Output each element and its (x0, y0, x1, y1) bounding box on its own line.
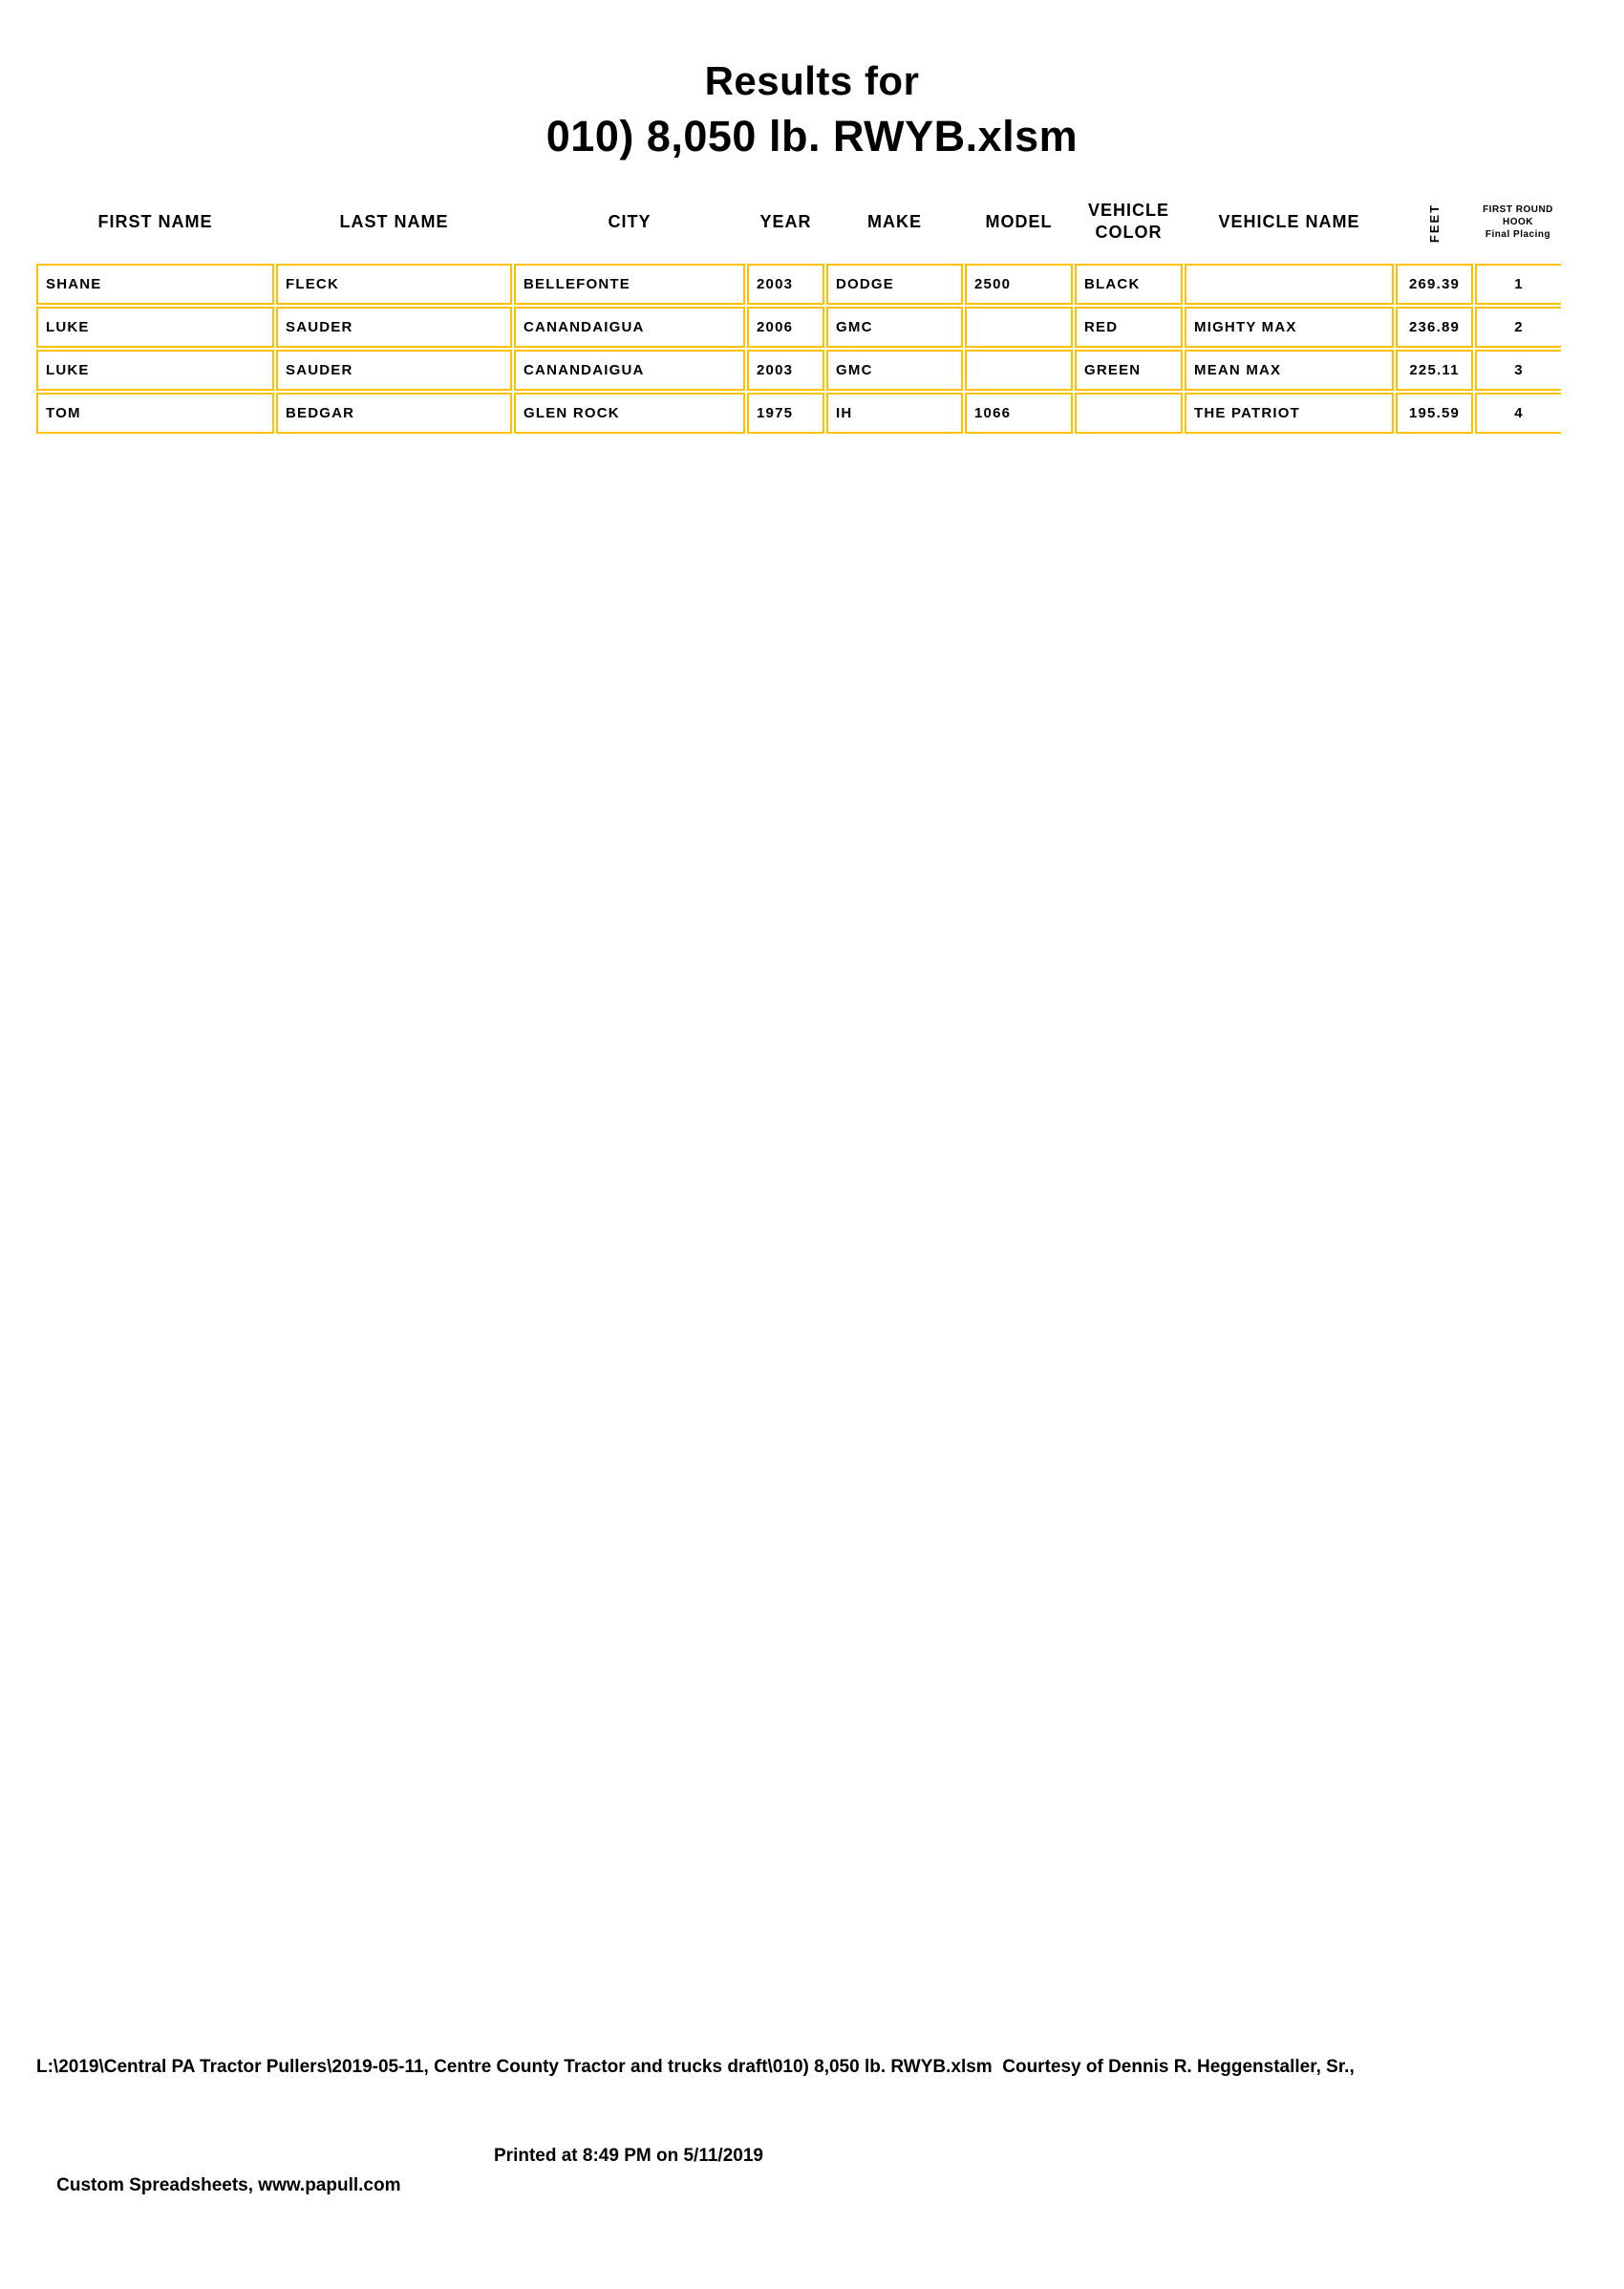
col-header-model: MODEL (965, 182, 1073, 262)
cell-feet: 225.11 (1396, 350, 1473, 391)
cell-make: DODGE (826, 264, 963, 305)
cell-last-name: BEDGAR (276, 393, 512, 434)
cell-model: 1066 (965, 393, 1073, 434)
col-header-vehicle-color (1075, 182, 1183, 262)
cell-vehicle-name: THE PATRIOT (1185, 393, 1394, 434)
cell-feet: 236.89 (1396, 307, 1473, 348)
col-header-feet (1396, 182, 1473, 262)
cell-placing: 4 (1475, 393, 1561, 434)
cell-city: BELLEFONTE (514, 264, 745, 305)
page-footer (36, 1993, 1603, 2289)
cell-year: 2003 (747, 350, 824, 391)
footer-spreadsheet-credit: Custom Spreadsheets, www.papull.com (56, 2175, 401, 2195)
cell-model (965, 307, 1073, 348)
cell-last-name: SAUDER (276, 307, 512, 348)
cell-placing: 3 (1475, 350, 1561, 391)
cell-vehicle-color: RED (1075, 307, 1183, 348)
cell-first-name: TOM (36, 393, 274, 434)
cell-city: GLEN ROCK (514, 393, 745, 434)
hook-header-line3: Final Placing (1485, 228, 1551, 240)
cell-placing: 1 (1475, 264, 1561, 305)
col-header-city: CITY (514, 182, 745, 262)
cell-vehicle-color: BLACK (1075, 264, 1183, 305)
cell-vehicle-name (1185, 264, 1394, 305)
col-header-year: YEAR (747, 182, 824, 262)
cell-model (965, 350, 1073, 391)
table-row (36, 393, 1561, 434)
report-title-line2: 010) 8,050 lb. RWYB.xlsm (545, 112, 1079, 160)
table-row (36, 264, 1561, 305)
cell-year: 1975 (747, 393, 824, 434)
cell-feet: 195.59 (1396, 393, 1473, 434)
cell-last-name: SAUDER (276, 350, 512, 391)
cell-first-name: LUKE (36, 307, 274, 348)
cell-make: GMC (826, 307, 963, 348)
footer-line2 (36, 2141, 1603, 2259)
cell-city: CANANDAIGUA (514, 350, 745, 391)
cell-vehicle-color (1075, 393, 1183, 434)
col-header-make: MAKE (826, 182, 963, 262)
cell-year: 2003 (747, 264, 824, 305)
cell-vehicle-name: MEAN MAX (1185, 350, 1394, 391)
col-header-first-round-hook (1475, 182, 1561, 262)
cell-placing: 2 (1475, 307, 1561, 348)
cell-first-name: LUKE (36, 350, 274, 391)
col-header-first-name: FIRST NAME (36, 182, 274, 262)
cell-last-name: FLECK (276, 264, 512, 305)
hook-header-line1: FIRST ROUND (1483, 203, 1553, 215)
cell-make: IH (826, 393, 963, 434)
vehicle-color-header-line1: VEHICLE (1087, 201, 1169, 220)
cell-vehicle-name: MIGHTY MAX (1185, 307, 1394, 348)
cell-make: GMC (826, 350, 963, 391)
cell-vehicle-color: GREEN (1075, 350, 1183, 391)
cell-year: 2006 (747, 307, 824, 348)
results-table (34, 180, 1563, 436)
table-row (36, 350, 1561, 391)
report-title (0, 59, 1624, 160)
report-title-line1: Results for (704, 58, 920, 103)
col-header-last-name: LAST NAME (276, 182, 512, 262)
cell-model: 2500 (965, 264, 1073, 305)
hook-header-line2: HOOK (1503, 216, 1533, 227)
footer-file-path: L:\2019\Central PA Tractor Pullers\2019-05-11, Centre County Tractor and trucks draft\010) 8,050 lb. RWYB.xlsm Courtesy of Dennis R. Heggenstaller, Sr., (36, 2057, 1355, 2077)
cell-feet: 269.39 (1396, 264, 1473, 305)
feet-header-rotated: FEET (1426, 203, 1442, 243)
footer-printed-timestamp: Printed at 8:49 PM on 5/11/2019 (494, 2146, 763, 2166)
vehicle-color-header-line2: COLOR (1095, 223, 1163, 242)
header-row (36, 182, 1561, 262)
cell-first-name: SHANE (36, 264, 274, 305)
cell-city: CANANDAIGUA (514, 307, 745, 348)
col-header-vehicle-name: VEHICLE NAME (1185, 182, 1394, 262)
table-row (36, 307, 1561, 348)
